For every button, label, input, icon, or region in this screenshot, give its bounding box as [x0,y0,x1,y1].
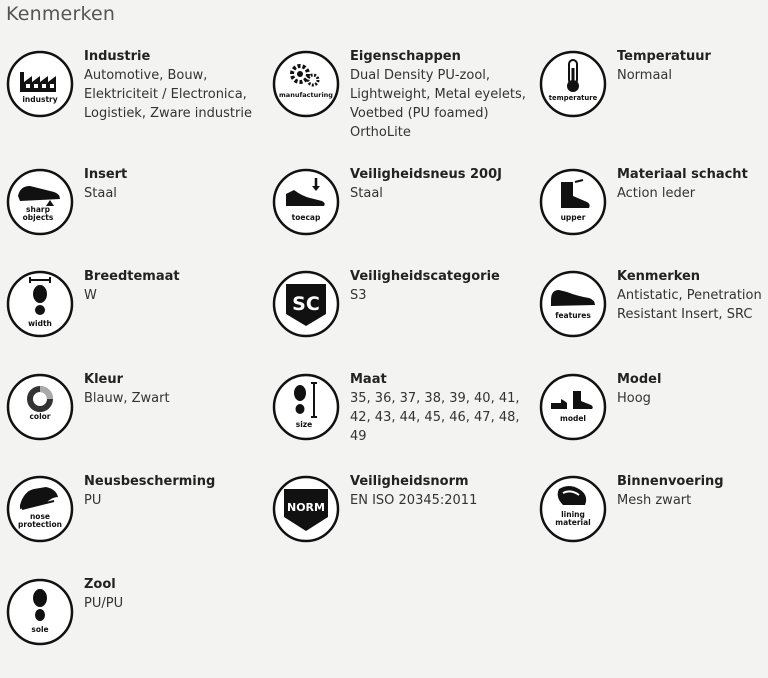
sole-icon-caption: sole [31,625,49,634]
color-icon [6,373,74,441]
sole-icon [6,578,74,646]
features-icon [539,270,607,338]
features-icon-caption: features [555,311,591,320]
feature-label: Veiligheidsnorm [350,474,469,489]
feature-value: EN ISO 20345:2011 [350,493,478,508]
feature-maat [272,373,534,473]
nose-protection-icon [6,475,74,543]
feature-label: Veiligheidscategorie [350,269,500,284]
feature-label: Maat [350,372,387,387]
feature-materiaal-schacht [539,168,768,268]
feature-veiligheidsnorm [272,475,534,575]
upper-icon-caption: upper [560,213,586,222]
manufacturing-icon [272,50,340,118]
toecap-icon [272,168,340,236]
safety-norm-badge-text: NORM [287,501,325,514]
nose-protection-icon-caption-1: nose [29,512,51,521]
feature-value: Blauw, Zwart [84,391,170,406]
feature-value: W [84,288,97,303]
feature-label: Zool [84,577,116,592]
feature-value: Staal [84,186,117,201]
width-icon-caption: width [28,319,52,328]
feature-zool [6,578,268,678]
feature-value: 35, 36, 37, 38, 39, 40, 41, 42, 43, 44, 45, 46, 47, 48, 49 [350,391,520,444]
feature-binnenvoering [539,475,768,575]
sharp-objects-icon [6,168,74,236]
feature-label: Insert [84,167,128,182]
temperature-icon [539,50,607,118]
feature-value: Antistatic, Penetration Resistant Insert, SRC [617,288,762,322]
color-icon-caption: color [29,412,51,421]
model-icon [539,373,607,441]
size-icon [272,373,340,441]
safety-category-badge-text: SC [292,293,320,315]
feature-label: Industrie [84,49,151,64]
feature-model [539,373,768,473]
feature-label: Materiaal schacht [617,167,748,182]
feature-insert [6,168,268,268]
toecap-icon-caption: toecap [291,213,321,222]
upper-icon [539,168,607,236]
model-icon-caption: model [560,414,586,423]
section-title: Kenmerken [6,3,116,25]
feature-kleur [6,373,268,473]
industry-icon [6,50,74,118]
feature-label: Veiligheidsneus 200J [350,167,502,182]
lining-material-icon-caption-2: material [555,518,591,527]
feature-industrie [6,50,268,150]
sharp-objects-icon-caption-1: sharp [26,205,50,214]
feature-value: Normaal [617,68,673,83]
temperature-icon-caption: temperature [548,94,598,102]
feature-neusbescherming [6,475,268,575]
feature-label: Breedtemaat [84,269,180,284]
feature-veiligheidsneus [272,168,534,268]
feature-veiligheidscategorie [272,270,534,370]
width-icon [6,270,74,338]
feature-label: Model [617,372,662,387]
feature-label: Binnenvoering [617,474,724,489]
feature-value: S3 [350,288,367,303]
feature-label: Neusbescherming [84,474,216,489]
feature-value: Staal [350,186,383,201]
feature-label: Eigenschappen [350,49,461,64]
feature-kenmerken [539,270,768,370]
feature-label: Kenmerken [617,269,701,284]
feature-label: Temperatuur [617,49,711,64]
nose-protection-icon-caption-2: protection [18,520,62,529]
feature-breedtemaat [6,270,268,370]
feature-value: Dual Density PU-zool, Lightweight, Metal eyelets, Voetbed (PU foamed) OrthoLite [350,68,526,140]
feature-eigenschappen [272,50,534,150]
feature-value: PU/PU [84,596,124,611]
safety-category-icon [272,270,340,338]
feature-value: PU [84,493,102,508]
feature-value: Mesh zwart [617,493,692,508]
sharp-objects-icon-caption-2: objects [22,213,54,222]
size-icon-caption: size [295,420,313,429]
safety-norm-icon [272,475,340,543]
manufacturing-icon-caption: manufacturing [279,91,333,99]
feature-value: Hoog [617,391,651,406]
feature-temperatuur [539,50,768,150]
lining-material-icon [539,475,607,543]
industry-icon-caption: industry [22,95,58,104]
feature-value: Automotive, Bouw, Elektriciteit / Electronica, Logistiek, Zware industrie [84,68,252,121]
feature-value: Action leder [617,186,696,201]
lining-material-icon-caption-1: lining [561,510,585,519]
feature-label: Kleur [84,372,124,387]
